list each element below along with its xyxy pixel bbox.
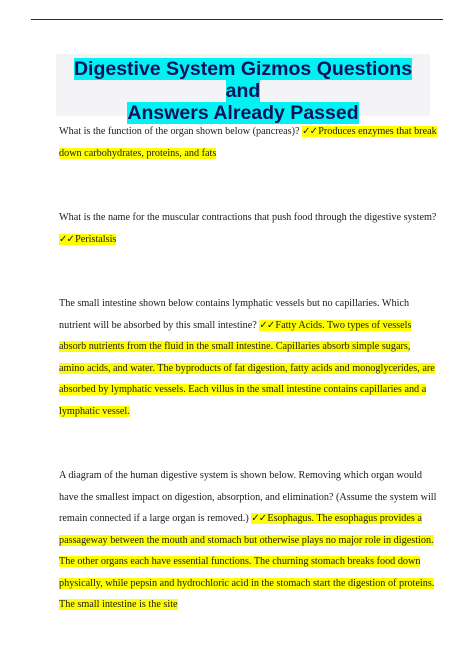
top-divider	[31, 19, 443, 20]
document-title	[56, 58, 430, 124]
document-body	[59, 121, 437, 616]
answer-text: Produces enzymes that break down carbohydrates, proteins, and fats	[59, 126, 437, 159]
question-text: A diagram of the human digestive system is shown below. Removing which organ would have the smallest impact on digestion, absorption, and elimination? (Assume the system will remain connected if a large organ is removed.)	[59, 470, 437, 524]
check-icon: ✓✓	[302, 126, 318, 137]
check-icon: ✓✓	[259, 319, 275, 331]
question-text: What is the name for the muscular contractions that push food through the digestive system?	[59, 212, 437, 223]
qa-item-1	[59, 121, 437, 164]
title-line-2: Answers Already Passed	[127, 102, 359, 124]
qa-item-2	[59, 207, 437, 250]
title-line-1: Digestive System Gizmos Questions and	[73, 58, 413, 102]
answer-text: Esophagus. The esophagus provides a passageway between the mouth and stomach but otherwise plays no major role in digestion. The other organs each have essential functions. The churning stomach breaks food down physically, while pepsin and hydrochloric acid in the stomach start the digestion of proteins. The small intestine is the site	[59, 513, 435, 610]
answer-text: Peristalsis	[75, 233, 117, 245]
qa-item-4	[59, 465, 437, 616]
question-text: What is the function of the organ shown below (pancreas)?	[59, 126, 303, 137]
answer-text: Fatty Acids. Two types of vessels absorb nutrients from the fluid in the small intestine. Capillaries absorb simple sugars, amino acids, and water. The byproducts of fat digestion, fatty acids and monoglycerides, are absorbed by lymphatic vessels. Each villus in the small intestine contains capillaries and a lymphatic vessel.	[59, 319, 435, 417]
question-text: The small intestine shown below contains lymphatic vessels but no capillaries. Which nutrient will be absorbed by this small intestine?	[59, 298, 410, 331]
check-icon: ✓✓	[59, 233, 75, 245]
check-icon: ✓✓	[251, 513, 267, 524]
qa-item-3	[59, 293, 437, 422]
